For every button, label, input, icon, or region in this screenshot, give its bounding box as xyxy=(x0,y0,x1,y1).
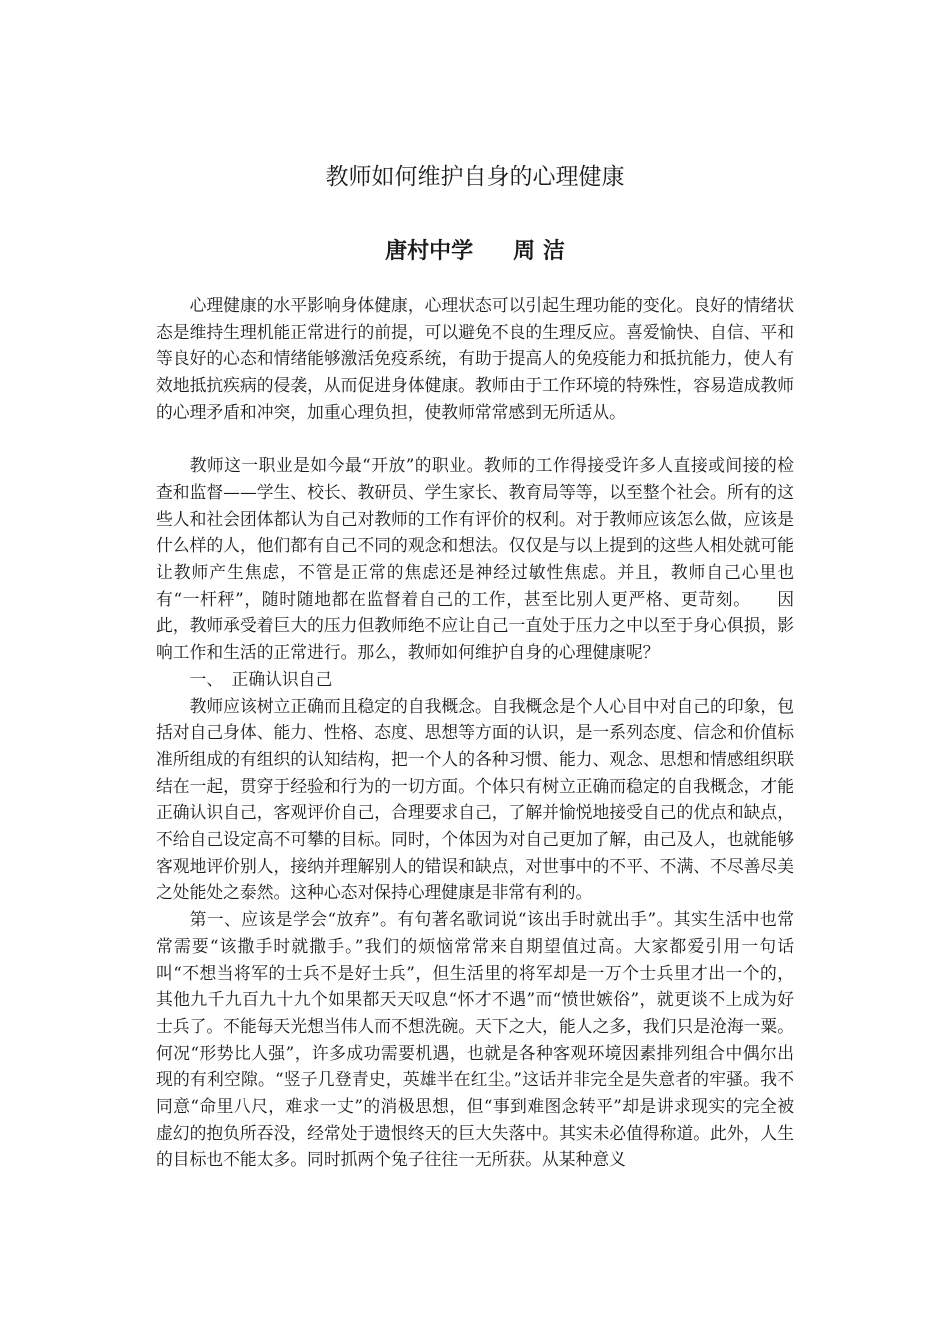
document-body xyxy=(156,292,794,1173)
paragraph-spacer xyxy=(156,426,794,453)
paragraph-intro: 心理健康的水平影响身体健康，心理状态可以引起生理功能的变化。良好的情绪状态是维持生理机能正常进行的前提，可以避免不良的生理反应。喜爱愉快、自信、平和等良好的心态和情绪能够激活免疫系统，有助于提高人的免疫能力和抵抗能力，使人有效地抵抗疾病的侵袭，从而促进身体健康。教师由于工作环境的特殊性，容易造成教师的心理矛盾和冲突，加重心理负担，使教师常常感到无所适从。 xyxy=(156,295,794,422)
author-school: 唐村中学 xyxy=(385,239,474,264)
author-line xyxy=(0,234,950,265)
paragraph-self-concept: 教师应该树立正确而且稳定的自我概念。自我概念是个人心目中对自己的印象，包括对自己身体、能力、性格、态度、思想等方面的认识，是一系列态度、信念和价值标准所组成的有组织的认知结构，把一个人的各种习惯、能力、观念、思想和情感组织联结在一起，贯穿于经验和行为的一切方面。个体只有树立正确而稳定的自我概念，才能正确认识自己，客观评价自己，合理要求自己，了解并愉悦地接受自己的优点和缺点，不给自己设定高不可攀的目标。同时，个体因为对自己更加了解，由己及人，也就能够客观地评价别人，接纳并理解别人的错误和缺点，对世事中的不平、不满、不尽善尽美之处能处之泰然。这种心态对保持心理健康是非常有利的。 xyxy=(156,695,794,903)
paragraph-letting-go: 第一、应该是学会“放弃”。有句著名歌词说“该出手时就出手”。其实生活中也常常需要“该撒手时就撒手。”我们的烦恼常常来自期望值过高。大家都爱引用一句话叫“不想当将军的士兵不是好士兵”，但生活里的将军却是一万个士兵里才出一个的，其他九千九百九十九个如果都天天叹息“怀才不遇”而“愤世嫉俗”，就更谈不上成为好士兵了。不能每天光想当伟人而不想洗碗。天下之大，能人之多，我们只是沧海一粟。何况“形势比人强”，许多成功需要机遇，也就是各种客观环境因素排列组合中偶尔出现的有利空隙。“竖子几登青史，英雄半在红尘。”这话并非完全是失意者的牢骚。我不同意“命里八尺，难求一丈”的消极思想，但“事到难图念转平”却是讲求现实的完全被虚幻的抱负所吞没，经常处于遗恨终天的巨大失落中。其实未必值得称道。此外，人生的目标也不能太多。同时抓两个兔子往往一无所获。从某种意义 xyxy=(156,909,794,1170)
section-heading: 一、 正确认识自己 xyxy=(189,668,333,689)
document-title: 教师如何维护自身的心理健康 xyxy=(325,164,625,190)
author-name: 周 洁 xyxy=(513,239,565,264)
paragraph-profession: 教师这一职业是如今最“开放”的职业。教师的工作得接受许多人直接或间接的检查和监督——学生、校长、教研员、学生家长、教育局等等，以至整个社会。所有的这些人和社会团体都认为自己对教师的工作有评价的权利。对于教师应该怎么做，应该是什么样的人，他们都有自己不同的观念和想法。仅仅是与以上提到的这些人相处就可能让教师产生焦虑，不管是正常的焦虑还是神经过敏性焦虑。并且，教师自己心里也有“一杆秤”，随时随地都在监督着自己的工作，甚至比别人更严格、更苛刻。 因此，教师承受着巨大的压力但教师绝不应让自己一直处于压力之中以至于身心俱损，影响工作和生活的正常进行。那么，教师如何维护自身的心理健康呢？ xyxy=(156,455,794,663)
